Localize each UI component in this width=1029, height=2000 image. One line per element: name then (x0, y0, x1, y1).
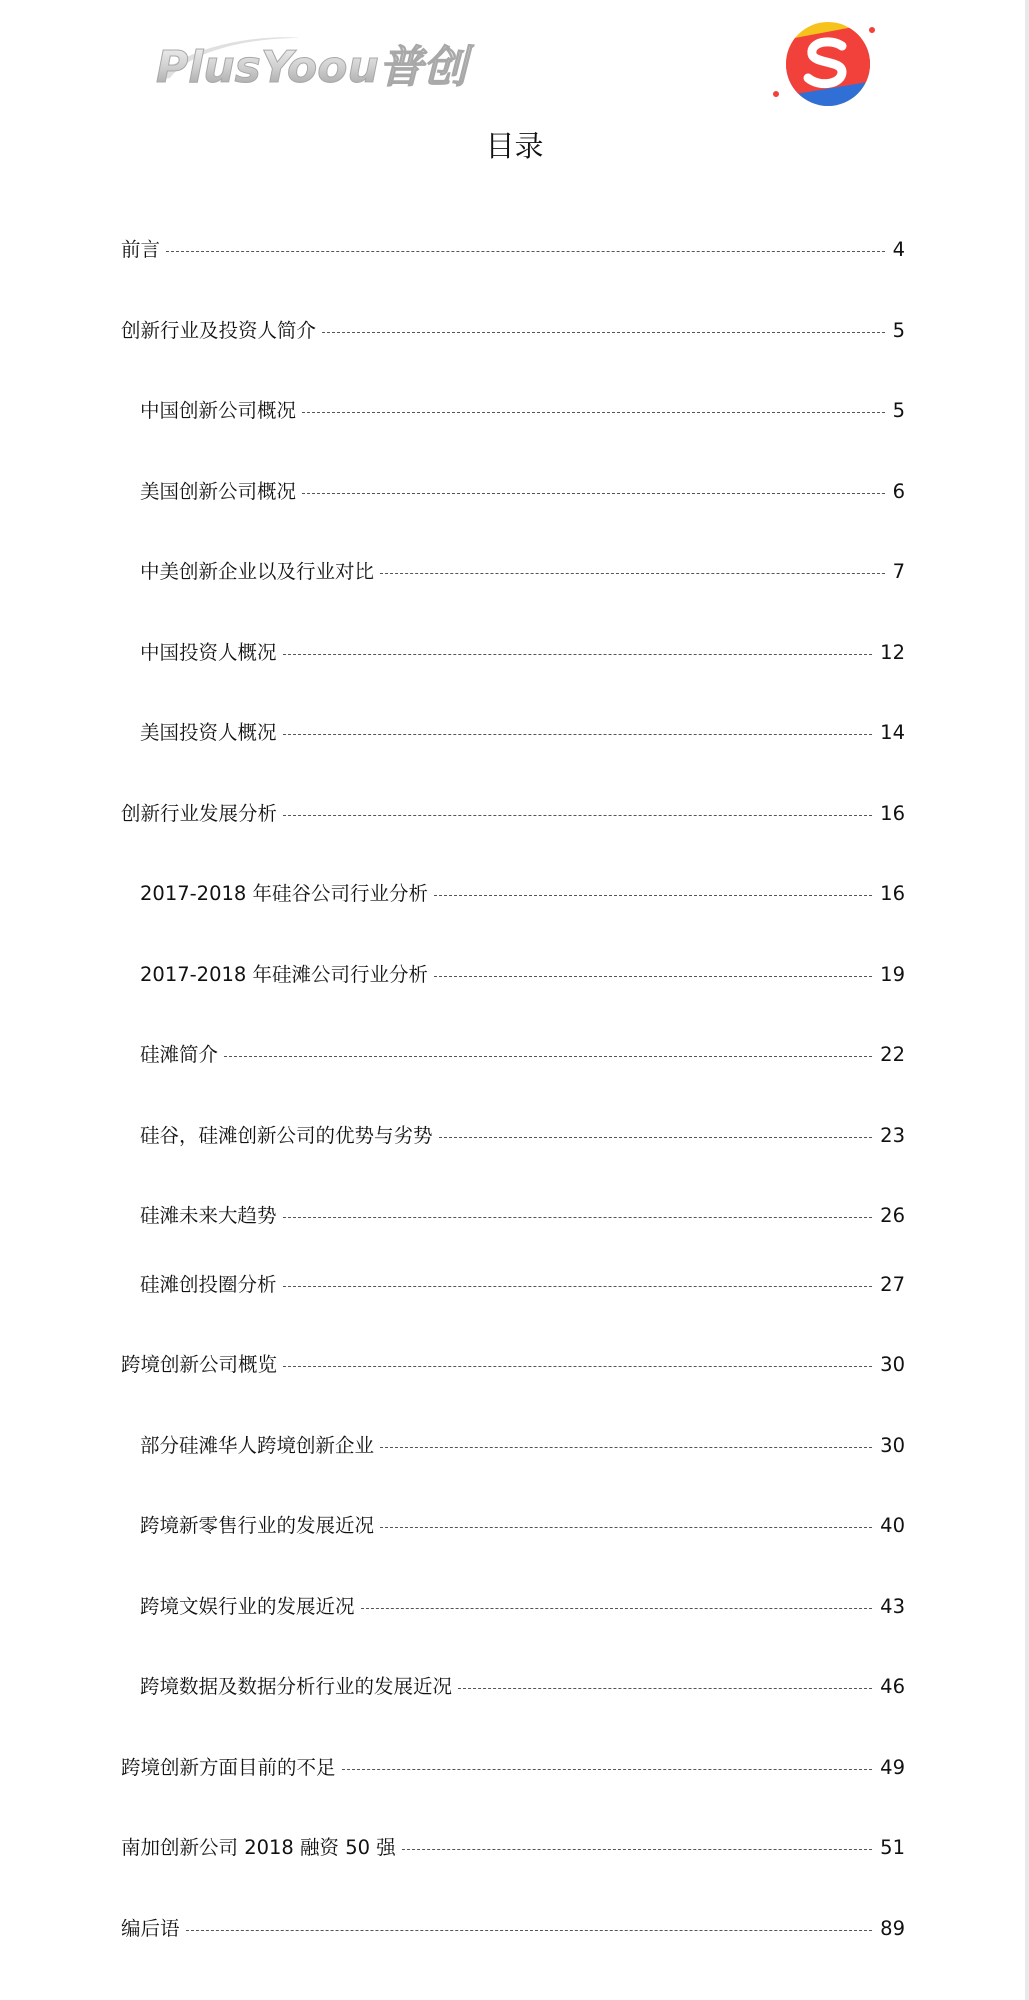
toc-entry-title: 跨境创新方面目前的不足 (121, 1756, 336, 1779)
toc-entry[interactable] (140, 1670, 905, 1704)
toc-entry-title: 硅滩未来大趋势 (140, 1204, 277, 1227)
toc-entry-title: 中美创新企业以及行业对比 (140, 560, 375, 583)
toc-leader-dots (166, 251, 885, 252)
toc-entry[interactable] (140, 716, 905, 750)
toc-entry[interactable] (140, 1119, 905, 1153)
toc-page-number: 5 (892, 319, 905, 342)
toc-entry-title: 2017-2018 年硅滩公司行业分析 (140, 963, 428, 986)
toc-page-number: 46 (880, 1675, 905, 1698)
toc-page-number: 4 (892, 238, 905, 261)
toc-leader-dots (224, 1056, 872, 1057)
toc-page-number: 16 (880, 802, 905, 825)
toc-page-number: 6 (892, 480, 905, 503)
toc-page-number: 30 (880, 1434, 905, 1457)
toc-leader-dots (283, 815, 872, 816)
toc-entry-title: 创新行业及投资人简介 (121, 319, 317, 342)
toc-page-number: 51 (880, 1836, 905, 1859)
toc-entry[interactable] (121, 233, 905, 267)
toc-entry-title: 前言 (121, 238, 161, 261)
toc-leader-dots (283, 1366, 872, 1367)
toc-leader-dots (302, 412, 885, 413)
toc-entry[interactable] (121, 1831, 905, 1865)
toc-page-number: 5 (892, 399, 905, 422)
toc-entry[interactable] (121, 1348, 905, 1382)
toc-entry-title: 硅谷，硅滩创新公司的优势与劣势 (140, 1124, 433, 1147)
toc-leader-dots (186, 1930, 873, 1931)
toc-entry[interactable] (140, 877, 905, 911)
toc-leader-dots (283, 654, 873, 655)
toc-page-number: 19 (880, 963, 905, 986)
toc-entry-title: 中国创新公司概况 (140, 399, 297, 422)
toc-entry[interactable] (121, 314, 905, 348)
toc-entry-title: 编后语 (121, 1917, 180, 1940)
toc-entry[interactable] (140, 475, 905, 509)
toc-leader-dots (322, 332, 885, 333)
toc-page-number: 26 (880, 1204, 905, 1227)
toc-leader-dots (434, 976, 872, 977)
toc-page-number: 43 (880, 1595, 905, 1618)
toc-entry-title: 硅滩创投圈分析 (140, 1273, 277, 1296)
toc-entry-title: 南加创新公司 2018 融资 50 强 (121, 1836, 396, 1859)
toc-entry[interactable] (121, 1751, 905, 1785)
toc-page-number: 23 (880, 1124, 905, 1147)
toc-page-number: 12 (880, 641, 905, 664)
toc-leader-dots (380, 1447, 872, 1448)
toc-page-number: 40 (880, 1514, 905, 1537)
toc-page-number: 7 (892, 560, 905, 583)
toc-entry[interactable] (140, 1590, 905, 1624)
toc-entry-title: 2017-2018 年硅谷公司行业分析 (140, 882, 428, 905)
toc-entry-title: 美国投资人概况 (140, 721, 277, 744)
toc-entry-title: 跨境数据及数据分析行业的发展近况 (140, 1675, 453, 1698)
toc-leader-dots (380, 573, 885, 574)
toc-leader-dots (380, 1527, 872, 1528)
toc-leader-dots (361, 1608, 873, 1609)
toc-page-number: 22 (880, 1043, 905, 1066)
toc-page-number: 30 (880, 1353, 905, 1376)
toc-page-number: 89 (880, 1917, 905, 1940)
toc-leader-dots (283, 1217, 873, 1218)
toc-entry-title: 硅滩简介 (140, 1043, 219, 1066)
toc-leader-dots (434, 895, 872, 896)
toc-leader-dots (342, 1769, 873, 1770)
toc-entry-title: 美国创新公司概况 (140, 480, 297, 503)
toc-page-number: 49 (880, 1756, 905, 1779)
toc-entry-title: 跨境文娱行业的发展近况 (140, 1595, 355, 1618)
toc-entry[interactable] (140, 394, 905, 428)
toc-entry[interactable] (140, 1038, 905, 1072)
toc-entry[interactable] (140, 555, 905, 589)
brand-logo-text: PlusYoou普创 (156, 42, 467, 93)
toc-entry-title: 部分硅滩华人跨境创新企业 (140, 1434, 375, 1457)
toc-page-number: 16 (880, 882, 905, 905)
toc-leader-dots (458, 1688, 872, 1689)
toc-entry-title: 中国投资人概况 (140, 641, 277, 664)
toc-entry[interactable] (140, 636, 905, 670)
toc-leader-dots (283, 1286, 873, 1287)
toc-entry[interactable] (140, 1429, 905, 1463)
toc-entry-title: 跨境创新公司概览 (121, 1353, 278, 1376)
toc-leader-dots (283, 734, 873, 735)
toc-entry[interactable] (140, 1268, 905, 1302)
toc-entry[interactable] (140, 1199, 905, 1233)
toc-leader-dots (302, 493, 885, 494)
toc-title: 目录 (485, 129, 544, 163)
toc-entry-title: 跨境新零售行业的发展近况 (140, 1514, 375, 1537)
toc-entry[interactable] (140, 958, 905, 992)
toc-entry-title: 创新行业发展分析 (121, 802, 278, 825)
toc-page-number: 27 (880, 1273, 905, 1296)
toc-leader-dots (402, 1849, 872, 1850)
toc-entry[interactable] (140, 1509, 905, 1543)
toc-leader-dots (439, 1137, 873, 1138)
toc-page-number: 14 (880, 721, 905, 744)
toc-entry[interactable] (121, 1912, 905, 1946)
toc-entry[interactable] (121, 797, 905, 831)
